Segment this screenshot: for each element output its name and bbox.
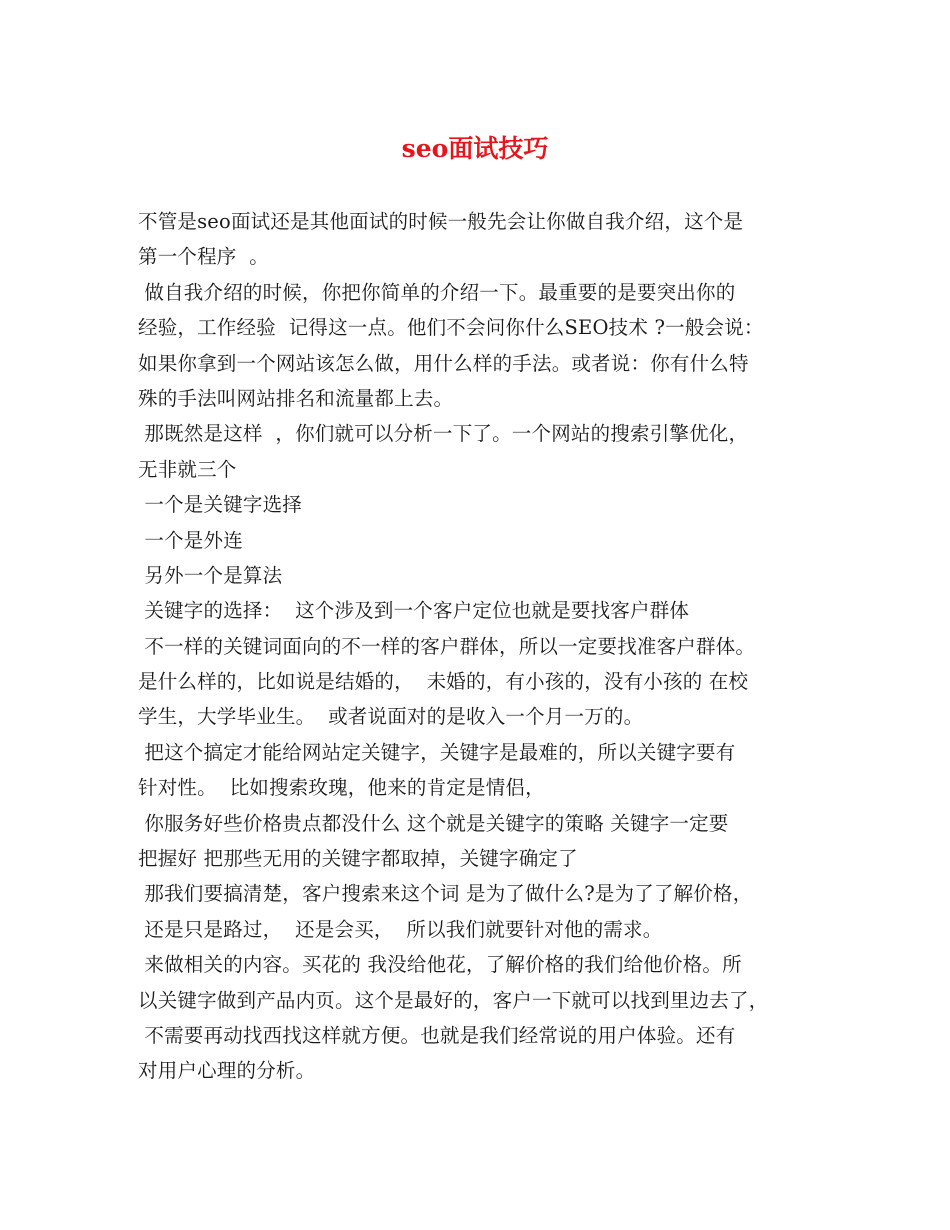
text-line: 殊的手法叫网站排名和流量都上去。 <box>138 386 454 410</box>
text-line: 把握好 把那些无用的关键字都取掉，关键字确定了 <box>138 847 578 871</box>
text-line: 不一样的关键词面向的不一样的客户群体，所以一定要找准客户群体。 <box>138 634 756 658</box>
text-line: 不需要再动找西找这样就方便。也就是我们经常说的用户体验。还有 <box>138 1023 736 1047</box>
text-line: 无非就三个 <box>138 457 237 481</box>
text-line: 你服务好些价格贵点都没什么 这个就是关键字的策略 关键字一定要 <box>138 811 729 835</box>
text-line: 对用户心理的分析。 <box>138 1059 316 1083</box>
text-line: 来做相关的内容。买花的 我没给他花，了解价格的我们给他价格。所 <box>138 953 742 977</box>
text-line: 那我们要搞清楚，客户搜索来这个词 是为了做什么?是为了了解价格， <box>138 882 753 906</box>
text-line: 一个是关键字选择 <box>138 493 302 517</box>
text-line: 不管是seo面试还是其他面试的时候一般先会让你做自我介绍，这个是 <box>138 210 744 233</box>
text-line: 针对性。 比如搜索玫瑰，他来的肯定是情侣， <box>138 776 545 800</box>
text-line: 另外一个是算法 <box>138 563 283 587</box>
text-line: 一个是外连 <box>138 528 243 552</box>
text-line: 做自我介绍的时候，你把你简单的介绍一下。最重要的是要突出你的 <box>138 280 736 304</box>
text-line: 还是只是路过， 还是会买， 所以我们就要针对他的需求。 <box>138 917 663 941</box>
text-line: 把这个搞定才能给网站定关键字，关键字是最难的，所以关键字要有 <box>138 740 736 764</box>
text-line: 经验，工作经验 记得这一点。他们不会问你什么SEO技术 ?一般会说： <box>138 316 764 340</box>
page-title: seo面试技巧 <box>401 134 549 163</box>
text-line: 是什么样的，比如说是结婚的， 未婚的，有小孩的，没有小孩的 在校 <box>138 670 749 694</box>
text-line: 如果你拿到一个网站该怎么做，用什么样的手法。或者说：你有什么特 <box>138 351 749 375</box>
text-line: 第一个程序 。 <box>138 245 269 269</box>
text-line: 关键字的选择： 这个涉及到一个客户定位也就是要找客户群体 <box>138 599 690 623</box>
body-text <box>138 204 818 1089</box>
text-line: 那既然是这样 ，你们就可以分析一下了。一个网站的搜索引擎优化， <box>138 422 749 446</box>
text-line: 以关键字做到产品内页。这个是最好的，客户一下就可以找到里边去了， <box>138 988 769 1012</box>
text-line: 学生，大学毕业生。 或者说面对的是收入一个月一万的。 <box>138 705 644 729</box>
